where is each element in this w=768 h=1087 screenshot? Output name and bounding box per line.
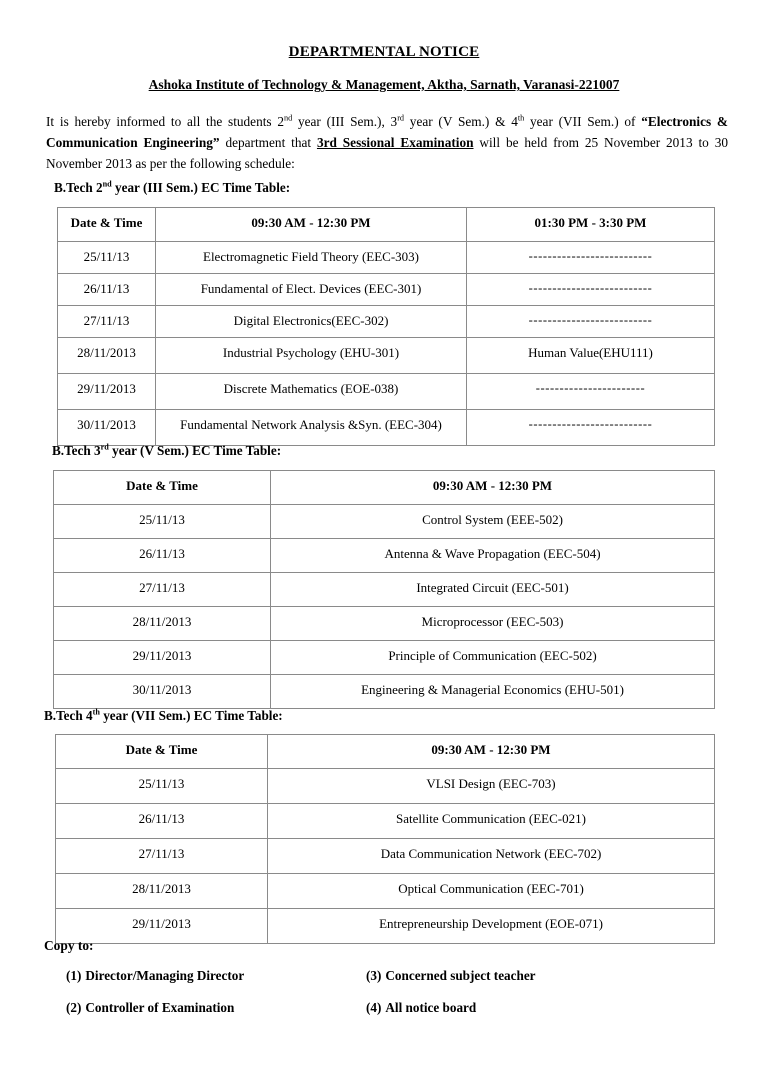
cell-morning-subject: Antenna & Wave Propagation (EEC-504)	[271, 539, 715, 573]
table-row	[58, 338, 715, 374]
timetable-4th-year	[55, 734, 715, 944]
table-row	[54, 607, 715, 641]
copy-to-text: Concerned subject teacher	[385, 968, 536, 983]
intro-sup-2: rd	[397, 113, 405, 123]
section-heading-sup: nd	[102, 179, 112, 189]
cell-date: 30/11/2013	[58, 410, 156, 446]
cell-morning-subject: Electromagnetic Field Theory (EEC-303)	[156, 242, 467, 274]
cell-morning-subject: Industrial Psychology (EHU-301)	[156, 338, 467, 374]
cell-date: 27/11/13	[56, 839, 268, 874]
table-row	[54, 573, 715, 607]
cell-date: 27/11/13	[58, 306, 156, 338]
table-row	[58, 410, 715, 446]
cell-afternoon-subject: --------------------------	[467, 306, 715, 338]
table-row	[56, 769, 715, 804]
examination-name: 3rd Sessional Examination	[316, 135, 474, 150]
column-header-date: Date & Time	[58, 208, 156, 242]
column-header-date: Date & Time	[56, 735, 268, 769]
section-heading-pre: B.Tech 4	[44, 708, 93, 723]
cell-afternoon-subject: --------------------------	[467, 242, 715, 274]
section-heading-2nd-year	[54, 180, 290, 196]
table-row	[54, 539, 715, 573]
intro-part-1: It is hereby informed to all the students 2	[46, 114, 284, 129]
section-heading-sup: th	[92, 707, 100, 717]
cell-morning-subject: Integrated Circuit (EEC-501)	[271, 573, 715, 607]
copy-to-entry-2	[44, 997, 362, 1019]
cell-morning-subject: Fundamental Network Analysis &Syn. (EEC-304)	[156, 410, 467, 446]
cell-morning-subject: Microprocessor (EEC-503)	[271, 607, 715, 641]
notice-body-paragraph	[0, 93, 768, 174]
section-heading-pre: B.Tech 2	[54, 180, 103, 195]
table-row	[58, 242, 715, 274]
timetable-3rd-year	[53, 470, 715, 709]
section-heading-pre: B.Tech 3	[52, 443, 101, 458]
section-heading-post: year (V Sem.) EC Time Table:	[108, 443, 282, 458]
copy-to-row	[44, 965, 724, 987]
table-row	[56, 874, 715, 909]
copy-to-entry-4	[362, 997, 696, 1019]
copy-to-text: All notice board	[385, 1000, 477, 1015]
institution-name-text: Ashoka Institute of Technology & Management, Aktha, Sarnath, Varanasi-221007	[148, 77, 620, 92]
table-header-row	[54, 471, 715, 505]
table-row	[56, 909, 715, 944]
cell-morning-subject: Data Communication Network (EEC-702)	[268, 839, 715, 874]
table-row	[54, 505, 715, 539]
cell-date: 28/11/2013	[58, 338, 156, 374]
intro-part-3: year (V Sem.) & 4	[404, 114, 518, 129]
table-row	[54, 641, 715, 675]
cell-morning-subject: Control System (EEE-502)	[271, 505, 715, 539]
cell-morning-subject: Discrete Mathematics (EOE-038)	[156, 374, 467, 410]
cell-date: 30/11/2013	[54, 675, 271, 709]
cell-afternoon-subject: --------------------------	[467, 274, 715, 306]
intro-part-5: department that	[219, 135, 317, 150]
cell-date: 26/11/13	[56, 804, 268, 839]
copy-to-list	[44, 965, 724, 1029]
intro-part-6: will be held from 25 November 2013 to 30 November 2013 as per the following schedule:	[46, 135, 728, 171]
cell-morning-subject: VLSI Design (EEC-703)	[268, 769, 715, 804]
section-heading-3rd-year	[52, 443, 281, 459]
table-row	[56, 804, 715, 839]
cell-date: 25/11/13	[54, 505, 271, 539]
cell-afternoon-subject: -----------------------	[467, 374, 715, 410]
table-row	[58, 274, 715, 306]
page-title	[0, 0, 768, 61]
cell-morning-subject: Digital Electronics(EEC-302)	[156, 306, 467, 338]
cell-date: 27/11/13	[54, 573, 271, 607]
copy-to-number: (3)	[366, 968, 382, 983]
column-header-morning: 09:30 AM - 12:30 PM	[156, 208, 467, 242]
timetable-2nd-year	[57, 207, 715, 446]
cell-date: 29/11/2013	[54, 641, 271, 675]
cell-morning-subject: Principle of Communication (EEC-502)	[271, 641, 715, 675]
copy-to-entry-1	[44, 965, 362, 987]
section-heading-sup: rd	[100, 442, 109, 452]
intro-part-4: year (VII Sem.) of	[524, 114, 642, 129]
section-heading-post: year (VII Sem.) EC Time Table:	[99, 708, 283, 723]
copy-to-row	[44, 997, 724, 1019]
copy-to-entry-3	[362, 965, 696, 987]
cell-afternoon-subject: Human Value(EHU111)	[467, 338, 715, 374]
table-row	[54, 675, 715, 709]
cell-date: 28/11/2013	[56, 874, 268, 909]
column-header-date: Date & Time	[54, 471, 271, 505]
copy-to-label: Copy to:	[44, 938, 94, 953]
cell-date: 29/11/2013	[58, 374, 156, 410]
copy-to-number: (4)	[366, 1000, 382, 1015]
cell-date: 28/11/2013	[54, 607, 271, 641]
section-heading-post: year (III Sem.) EC Time Table:	[111, 180, 291, 195]
cell-morning-subject: Satellite Communication (EEC-021)	[268, 804, 715, 839]
institution-name	[0, 61, 768, 93]
copy-to-number: (1)	[66, 968, 82, 983]
page-title-text: DEPARTMENTAL NOTICE	[288, 44, 480, 60]
table-row	[56, 839, 715, 874]
section-heading-4th-year	[44, 708, 283, 724]
cell-morning-subject: Entrepreneurship Development (EOE-071)	[268, 909, 715, 944]
cell-morning-subject: Fundamental of Elect. Devices (EEC-301)	[156, 274, 467, 306]
cell-afternoon-subject: --------------------------	[467, 410, 715, 446]
cell-date: 26/11/13	[58, 274, 156, 306]
column-header-morning: 09:30 AM - 12:30 PM	[271, 471, 715, 505]
copy-to-number: (2)	[66, 1000, 82, 1015]
cell-date: 29/11/2013	[56, 909, 268, 944]
cell-morning-subject: Engineering & Managerial Economics (EHU-501)	[271, 675, 715, 709]
table-header-row	[58, 208, 715, 242]
intro-part-2: year (III Sem.), 3	[292, 114, 398, 129]
column-header-afternoon: 01:30 PM - 3:30 PM	[467, 208, 715, 242]
cell-date: 25/11/13	[58, 242, 156, 274]
intro-sup-3: th	[517, 113, 525, 123]
cell-date: 26/11/13	[54, 539, 271, 573]
cell-morning-subject: Optical Communication (EEC-701)	[268, 874, 715, 909]
table-header-row	[56, 735, 715, 769]
cell-date: 25/11/13	[56, 769, 268, 804]
table-row	[58, 374, 715, 410]
copy-to-text: Director/Managing Director	[85, 968, 245, 983]
intro-sup-1: nd	[284, 113, 293, 123]
table-row	[58, 306, 715, 338]
copy-to-text: Controller of Examination	[85, 1000, 235, 1015]
column-header-morning: 09:30 AM - 12:30 PM	[268, 735, 715, 769]
department-name: “Electronics & Communication Engineering”	[46, 114, 728, 150]
